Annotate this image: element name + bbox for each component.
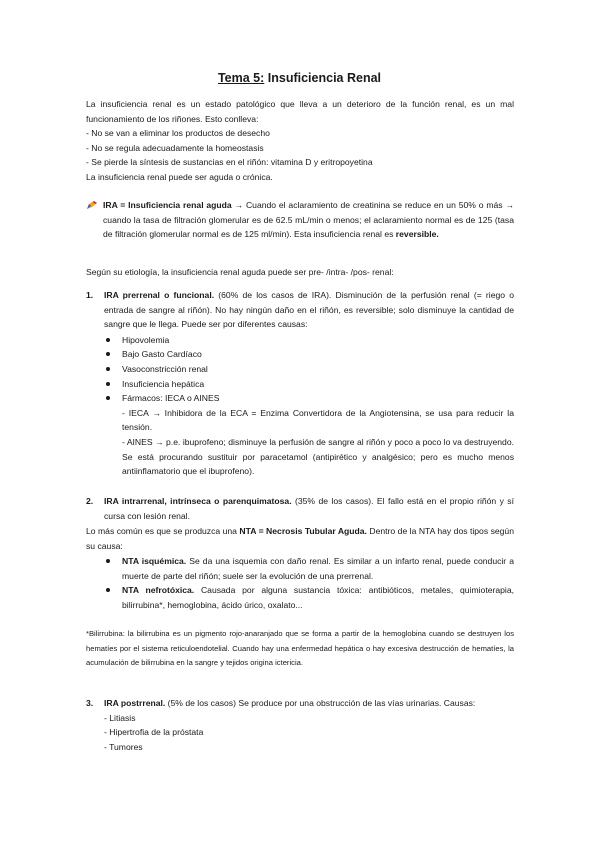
list-number: 3. [86,698,94,708]
nta-type-item [104,554,514,583]
prerrenal-title: IRA prerrenal o funcional. [104,290,215,300]
nta-type-title: NTA isquémica. [122,556,187,566]
prerrenal-text: (60% de los casos de IRA). Disminución de la perfusión renal (= riego o entrada de sangre al riñón). No hay ningún daño en el riñón, es reversible; solo disminuye la cantidad de sangre que le llega. Puede ser por diferentes causas: [104,290,514,330]
intrarrenal-title: IRA intrarrenal, intrínseca o parenquimatosa. [104,496,292,506]
intrarrenal-section [86,494,514,523]
aines-note: - AINES → p.e. ibuprofeno; disminuye la perfusión de sangre al riñón y poco a poco lo va destruyendo. Se está procurando sustituir por paracetamol (antipirético y analgésico; pero es mucho menos antiinflamatorio que el ibuprofeno). [122,436,514,477]
nta-type-item [104,583,514,612]
postrrenal-title: IRA postrrenal. [104,698,166,708]
ira-reversible: reversible. [395,229,439,240]
intro-item: - Se pierde la síntesis de sustancias en el riñón: vitamina D y eritropoyetina [86,157,373,168]
ira-definition [86,198,514,242]
intrarrenal-text: (35% de los casos). El fallo está en el propio riñón y sí cursa con lesión renal. [104,496,514,521]
postrrenal-text: (5% de los casos) Se produce por una obstrucción de las vías urinarias. Causas: [165,698,476,708]
bilirrubina-footnote: *Bilirrubina: la bilirrubina es un pigmento rojo-anaranjado que se forma a partir de la hemoglobina cuando se destruyen los hematíes por el sistema reticuloendotelial. Cuando hay una enfermedad hepática o hay excesiva destrucción de hematíes, la acumulación de bilirrubina en la sangre y tejidos origina ictericia. [86,629,514,668]
ira-text: → Cuando el aclaramiento de creatinina se reduce en un 50% o más → cuando la tasa de filtración glomerular es de 62.5 mL/min o menos; el aclaramiento normal es de 125 (tasa de filtración glomerular normal es de 125 ml/min). Esta insuficiencia renal es [103,200,514,240]
cause-item: - Litiasis [104,712,136,723]
intro-item: - No se regula adecuadamente la homeostasis [86,142,264,153]
etiologia-text: Según su etiología, la insuficiencia renal aguda puede ser pre- /intra- /pos- renal: [86,267,394,277]
ira-term: IRA = Insuficiencia renal aguda [103,200,232,210]
cause-item: Vasoconstricción renal [104,362,514,377]
nta-intro [86,524,514,553]
list-number: 1. [86,290,94,300]
ieca-note: - IECA → Inhibidora de la ECA = Enzima Convertidora de la Angiotensina, se usa para reducir la tensión. [122,407,514,433]
cause-item: Bajo Gasto Cardíaco [104,347,514,362]
page-title [0,70,599,86]
nta-term: NTA = Necrosis Tubular Aguda. [239,526,367,536]
nta-types [86,554,514,612]
cause-item: Hipovolemia [104,333,514,348]
cause-item: Insuficiencia hepática [104,377,514,392]
intro-item: - No se van a eliminar los productos de desecho [86,128,270,139]
postrrenal-section [86,696,514,754]
nta-intro-text-2: Dentro de la NTA hay dos tipos según su causa: [86,526,514,551]
nta-type-text: Causada por alguna sustancia tóxica: antibióticos, metales, quimioterapia, bilirrubina*, hemoglobina, ácido úrico, oxalato... [122,585,514,610]
intro-section [86,97,514,185]
cause-item: Fármacos: IECA o AINES [104,391,514,406]
nta-intro-text: Lo más común es que se produzca una [86,526,240,536]
prerrenal-causes [104,333,514,406]
cause-item: - Hipertrofia de la próstata [104,727,204,738]
nta-type-text: Se da una isquemia con daño renal. Es similar a un infarto renal, puede conducir a muerte de parte del riñón; suele ser la evolución de una prerrenal. [122,556,514,581]
intro-closing: La insuficiencia renal puede ser aguda o crónica. [86,171,273,182]
prerrenal-section [86,288,514,479]
title-text: Insuficiencia Renal [264,71,382,85]
cause-item: - Tumores [104,741,143,752]
pencil-bullet-icon [86,200,98,210]
title-prefix: Tema 5: [217,71,265,85]
list-number: 2. [86,496,94,506]
nta-type-title: NTA nefrotóxica. [122,585,195,596]
intro-paragraph: La insuficiencia renal es un estado patológico que lleva a un deterioro de la función renal, es un mal funcionamiento de los riñones. Esto conlleva: [86,99,514,124]
